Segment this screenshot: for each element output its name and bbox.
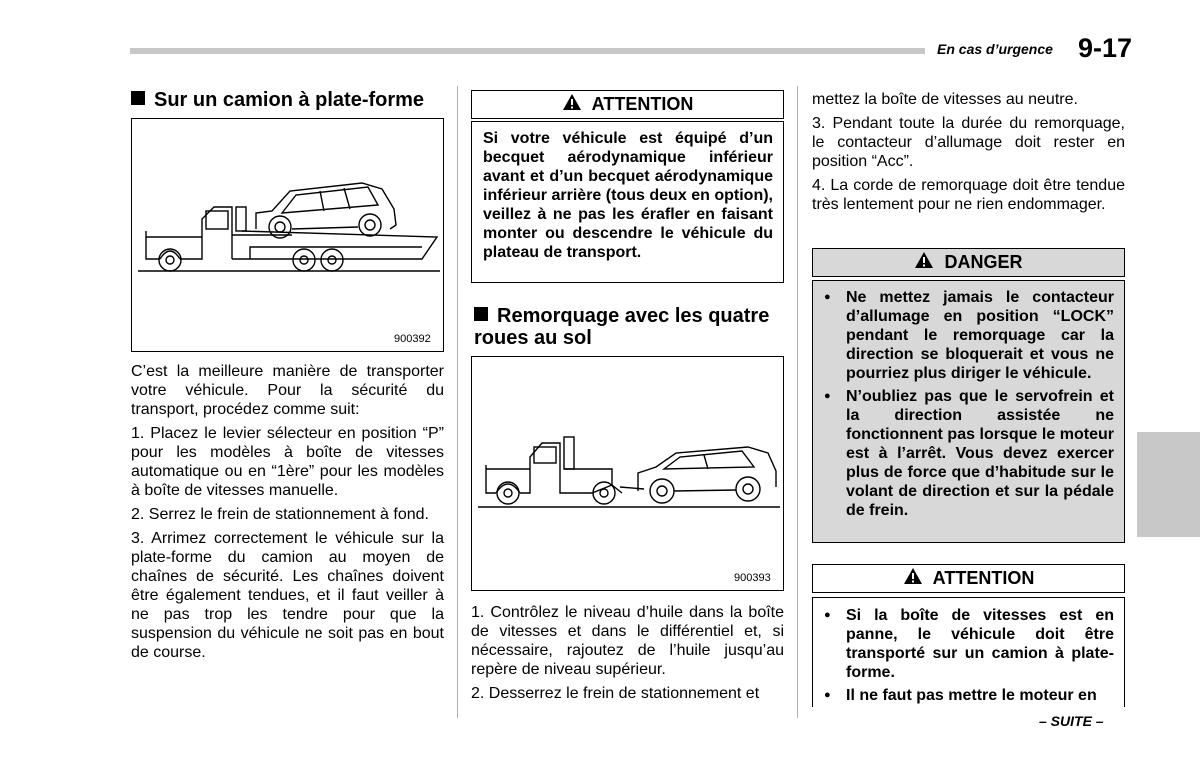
col1-text [131, 362, 444, 662]
figure-tow-four-wheels [471, 356, 784, 591]
paragraph: 2. Serrez le frein de stationnement à fond. [131, 506, 429, 523]
col3-text [812, 90, 1125, 214]
attention-header-2: ATTENTION [812, 564, 1125, 593]
figure-code: 900392 [394, 333, 431, 345]
chapter-tab [1137, 432, 1200, 537]
section-title: En cas d’urgence [937, 41, 1053, 57]
attention-text: Si votre véhicule est équipé d’un becquet aérodynamique inférieur avant et d’un becquet aérodynamique inférieur arrière (tous deux en option), veillez à ne pas les érafler en faisant monter ou descendre le véhicule du plateau de transport. [483, 130, 773, 261]
header-rule [130, 48, 925, 54]
paragraph: 3. Pendant toute la durée du remorquage, le contacteur d’allumage doit rester en position “Acc”. [812, 115, 1125, 170]
figure-code: 900393 [734, 572, 771, 584]
danger-item: ● Ne mettez jamais le contacteur d’allumage en position “LOCK” pendant le remorquage car la direction se bloquerait et vous ne pourriez plus diriger le véhicule. [818, 288, 1114, 383]
paragraph: C’est la meilleure manière de transporter votre véhicule. Pour la sécurité du transport, procédez comme suit: [131, 363, 444, 418]
danger-text [818, 288, 1114, 524]
flatbed-truck-illustration [132, 119, 443, 351]
figure-flatbed-truck [131, 118, 444, 352]
warning-triangle-icon [903, 567, 923, 590]
heading-four-wheels: Remorquage avec les quatre roues au sol [474, 305, 770, 349]
paragraph: 4. La corde de remorquage doit être tendue très lentement pour ne rien endommager. [812, 177, 1125, 213]
attention-item: ● Si la boîte de vitesses est en panne, le véhicule doit être transporté sur un camion à plate-forme. [818, 606, 1114, 682]
square-bullet-icon [474, 307, 488, 321]
column-divider-2 [797, 86, 798, 718]
col2-text [471, 603, 784, 703]
warning-triangle-icon [562, 93, 582, 116]
attention-text-2 [818, 606, 1114, 709]
paragraph: 1. Placez le levier sélecteur en position “P” pour les modèles à boîte de vitesses automatique ou en “1ère” pour les modèles à boîte de vitesses manuelle. [131, 425, 444, 499]
heading-flatbed: Sur un camion à plate-forme [131, 89, 451, 111]
continued-label: – SUITE – [1039, 713, 1104, 729]
danger-header: DANGER [812, 248, 1125, 277]
square-bullet-icon [131, 91, 145, 105]
paragraph: mettez la boîte de vitesses au neutre. [812, 91, 1078, 108]
page-number: 9-17 [1078, 33, 1133, 63]
paragraph: 1. Contrôlez le niveau d’huile dans la boîte de vitesses et dans le différentiel et, si nécessaire, rajoutez de l’huile jusqu’au repère de niveau supérieur. [471, 604, 784, 678]
paragraph: 3. Arrimez correctement le véhicule sur la plate-forme du camion au moyen de chaînes de sécurité. Les chaînes doivent être également tendues, et il faut veiller à ne pas trop les tendre pour que la suspension du véhicule ne soit pas en bout de course. [131, 530, 444, 661]
danger-item: ● N’oubliez pas que le servofrein et la direction assistée ne fonctionnent pas lorsque le moteur est à l’arrêt. Vous devez exercer plus de force que d’habitude sur le volant de direction et sur la pédale de frein. [818, 387, 1114, 520]
attention-item: ● Il ne faut pas mettre le moteur en [818, 686, 1114, 705]
warning-triangle-icon [914, 251, 934, 274]
column-divider-1 [457, 86, 458, 718]
paragraph: 2. Desserrez le frein de stationnement et [471, 685, 760, 702]
tow-truck-illustration [472, 357, 783, 590]
attention-header: ATTENTION [471, 90, 784, 119]
